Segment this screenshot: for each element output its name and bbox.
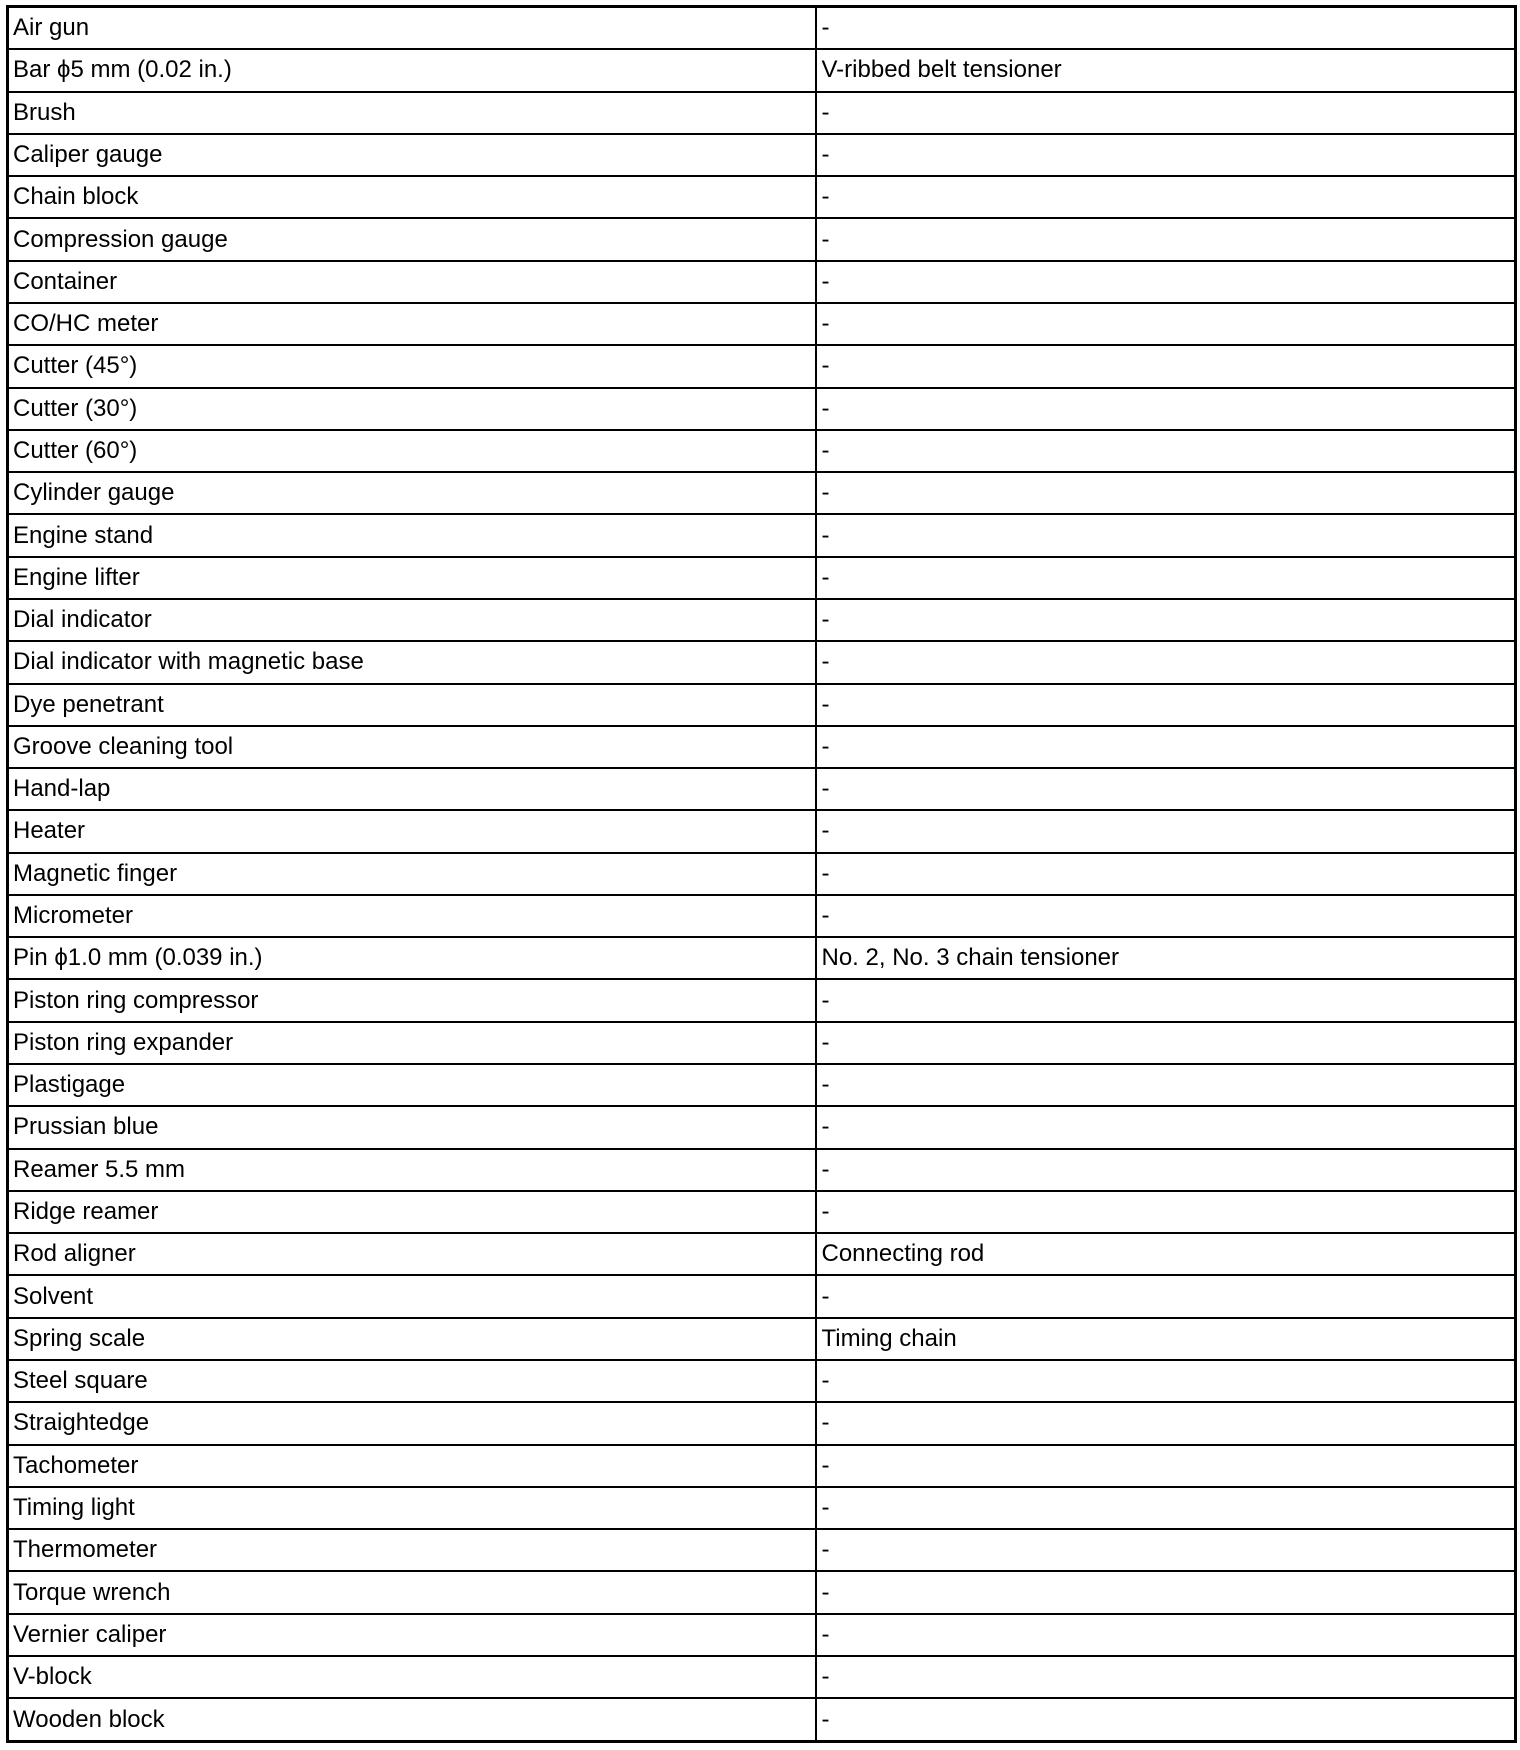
tool-name-cell: Container bbox=[8, 261, 816, 303]
table-row bbox=[8, 1064, 1516, 1106]
tool-name-cell: Brush bbox=[8, 92, 816, 134]
part-name-cell: - bbox=[816, 514, 1516, 556]
table-row bbox=[8, 1445, 1516, 1487]
part-name-cell: - bbox=[816, 303, 1516, 345]
part-name-cell: - bbox=[816, 176, 1516, 218]
tools-table bbox=[6, 5, 1517, 1743]
table-row bbox=[8, 261, 1516, 303]
table-row bbox=[8, 810, 1516, 852]
table-row bbox=[8, 1360, 1516, 1402]
part-name-cell: - bbox=[816, 1064, 1516, 1106]
tool-name-cell: Cutter (60°) bbox=[8, 430, 816, 472]
tool-name-cell: Straightedge bbox=[8, 1402, 816, 1444]
part-name-cell: - bbox=[816, 895, 1516, 937]
tool-name-cell: Piston ring expander bbox=[8, 1022, 816, 1064]
part-name-cell: V-ribbed belt tensioner bbox=[816, 49, 1516, 91]
part-name-cell: - bbox=[816, 1149, 1516, 1191]
tool-name-cell: Solvent bbox=[8, 1275, 816, 1317]
tool-name-cell: Bar ϕ5 mm (0.02 in.) bbox=[8, 49, 816, 91]
table-row bbox=[8, 345, 1516, 387]
table-row bbox=[8, 1233, 1516, 1275]
table-row bbox=[8, 937, 1516, 979]
tool-name-cell: Piston ring compressor bbox=[8, 979, 816, 1021]
table-row bbox=[8, 1402, 1516, 1444]
table-row bbox=[8, 49, 1516, 91]
tool-name-cell: Cutter (45°) bbox=[8, 345, 816, 387]
tool-name-cell: Cylinder gauge bbox=[8, 472, 816, 514]
tool-name-cell: Air gun bbox=[8, 7, 816, 50]
part-name-cell: - bbox=[816, 557, 1516, 599]
part-name-cell: - bbox=[816, 641, 1516, 683]
table-row bbox=[8, 430, 1516, 472]
part-name-cell: - bbox=[816, 1571, 1516, 1613]
table-row bbox=[8, 684, 1516, 726]
table-row bbox=[8, 1149, 1516, 1191]
part-name-cell: - bbox=[816, 218, 1516, 260]
part-name-cell: - bbox=[816, 472, 1516, 514]
table-row bbox=[8, 7, 1516, 50]
part-name-cell: Connecting rod bbox=[816, 1233, 1516, 1275]
part-name-cell: - bbox=[816, 1487, 1516, 1529]
part-name-cell: - bbox=[816, 134, 1516, 176]
tool-name-cell: Thermometer bbox=[8, 1529, 816, 1571]
tool-name-cell: Spring scale bbox=[8, 1318, 816, 1360]
tool-name-cell: Cutter (30°) bbox=[8, 388, 816, 430]
part-name-cell: - bbox=[816, 7, 1516, 50]
tool-name-cell: Rod aligner bbox=[8, 1233, 816, 1275]
part-name-cell: - bbox=[816, 1529, 1516, 1571]
table-row bbox=[8, 1191, 1516, 1233]
part-name-cell: - bbox=[816, 1402, 1516, 1444]
tool-name-cell: Compression gauge bbox=[8, 218, 816, 260]
table-row bbox=[8, 176, 1516, 218]
tool-name-cell: Magnetic finger bbox=[8, 853, 816, 895]
table-row bbox=[8, 472, 1516, 514]
table-row bbox=[8, 303, 1516, 345]
table-row bbox=[8, 134, 1516, 176]
table-row bbox=[8, 1022, 1516, 1064]
table-row bbox=[8, 1318, 1516, 1360]
table-row bbox=[8, 1656, 1516, 1698]
part-name-cell: - bbox=[816, 979, 1516, 1021]
table-row bbox=[8, 1698, 1516, 1741]
tool-name-cell: Heater bbox=[8, 810, 816, 852]
part-name-cell: - bbox=[816, 810, 1516, 852]
tool-name-cell: V-block bbox=[8, 1656, 816, 1698]
part-name-cell: - bbox=[816, 1106, 1516, 1148]
table-row bbox=[8, 1487, 1516, 1529]
part-name-cell: - bbox=[816, 261, 1516, 303]
part-name-cell: - bbox=[816, 684, 1516, 726]
tool-name-cell: CO/HC meter bbox=[8, 303, 816, 345]
table-row bbox=[8, 641, 1516, 683]
part-name-cell: - bbox=[816, 768, 1516, 810]
tool-name-cell: Tachometer bbox=[8, 1445, 816, 1487]
table-row bbox=[8, 388, 1516, 430]
part-name-cell: - bbox=[816, 599, 1516, 641]
table-row bbox=[8, 1571, 1516, 1613]
table-row bbox=[8, 726, 1516, 768]
part-name-cell: - bbox=[816, 1445, 1516, 1487]
tools-table-container bbox=[6, 5, 1514, 1743]
tool-name-cell: Steel square bbox=[8, 1360, 816, 1402]
part-name-cell: - bbox=[816, 430, 1516, 472]
tool-name-cell: Engine stand bbox=[8, 514, 816, 556]
part-name-cell: - bbox=[816, 1191, 1516, 1233]
part-name-cell: - bbox=[816, 726, 1516, 768]
tool-name-cell: Pin ϕ1.0 mm (0.039 in.) bbox=[8, 937, 816, 979]
part-name-cell: No. 2, No. 3 chain tensioner bbox=[816, 937, 1516, 979]
tool-name-cell: Reamer 5.5 mm bbox=[8, 1149, 816, 1191]
part-name-cell: - bbox=[816, 1360, 1516, 1402]
part-name-cell: - bbox=[816, 1656, 1516, 1698]
tool-name-cell: Hand-lap bbox=[8, 768, 816, 810]
tools-table-body bbox=[8, 7, 1516, 1742]
part-name-cell: - bbox=[816, 388, 1516, 430]
tool-name-cell: Dial indicator bbox=[8, 599, 816, 641]
tool-name-cell: Chain block bbox=[8, 176, 816, 218]
tool-name-cell: Timing light bbox=[8, 1487, 816, 1529]
table-row bbox=[8, 1106, 1516, 1148]
table-row bbox=[8, 979, 1516, 1021]
part-name-cell: - bbox=[816, 1022, 1516, 1064]
tool-name-cell: Prussian blue bbox=[8, 1106, 816, 1148]
table-row bbox=[8, 92, 1516, 134]
tool-name-cell: Ridge reamer bbox=[8, 1191, 816, 1233]
table-row bbox=[8, 514, 1516, 556]
table-row bbox=[8, 1275, 1516, 1317]
table-row bbox=[8, 895, 1516, 937]
tool-name-cell: Micrometer bbox=[8, 895, 816, 937]
part-name-cell: - bbox=[816, 345, 1516, 387]
tool-name-cell: Dial indicator with magnetic base bbox=[8, 641, 816, 683]
part-name-cell: - bbox=[816, 92, 1516, 134]
tool-name-cell: Torque wrench bbox=[8, 1571, 816, 1613]
table-row bbox=[8, 557, 1516, 599]
tool-name-cell: Caliper gauge bbox=[8, 134, 816, 176]
part-name-cell: - bbox=[816, 853, 1516, 895]
tool-name-cell: Engine lifter bbox=[8, 557, 816, 599]
tool-name-cell: Groove cleaning tool bbox=[8, 726, 816, 768]
part-name-cell: Timing chain bbox=[816, 1318, 1516, 1360]
table-row bbox=[8, 599, 1516, 641]
table-row bbox=[8, 218, 1516, 260]
tool-name-cell: Dye penetrant bbox=[8, 684, 816, 726]
table-row bbox=[8, 1614, 1516, 1656]
part-name-cell: - bbox=[816, 1275, 1516, 1317]
tool-name-cell: Vernier caliper bbox=[8, 1614, 816, 1656]
table-row bbox=[8, 1529, 1516, 1571]
part-name-cell: - bbox=[816, 1614, 1516, 1656]
table-row bbox=[8, 853, 1516, 895]
tool-name-cell: Plastigage bbox=[8, 1064, 816, 1106]
tool-name-cell: Wooden block bbox=[8, 1698, 816, 1741]
part-name-cell: - bbox=[816, 1698, 1516, 1741]
table-row bbox=[8, 768, 1516, 810]
